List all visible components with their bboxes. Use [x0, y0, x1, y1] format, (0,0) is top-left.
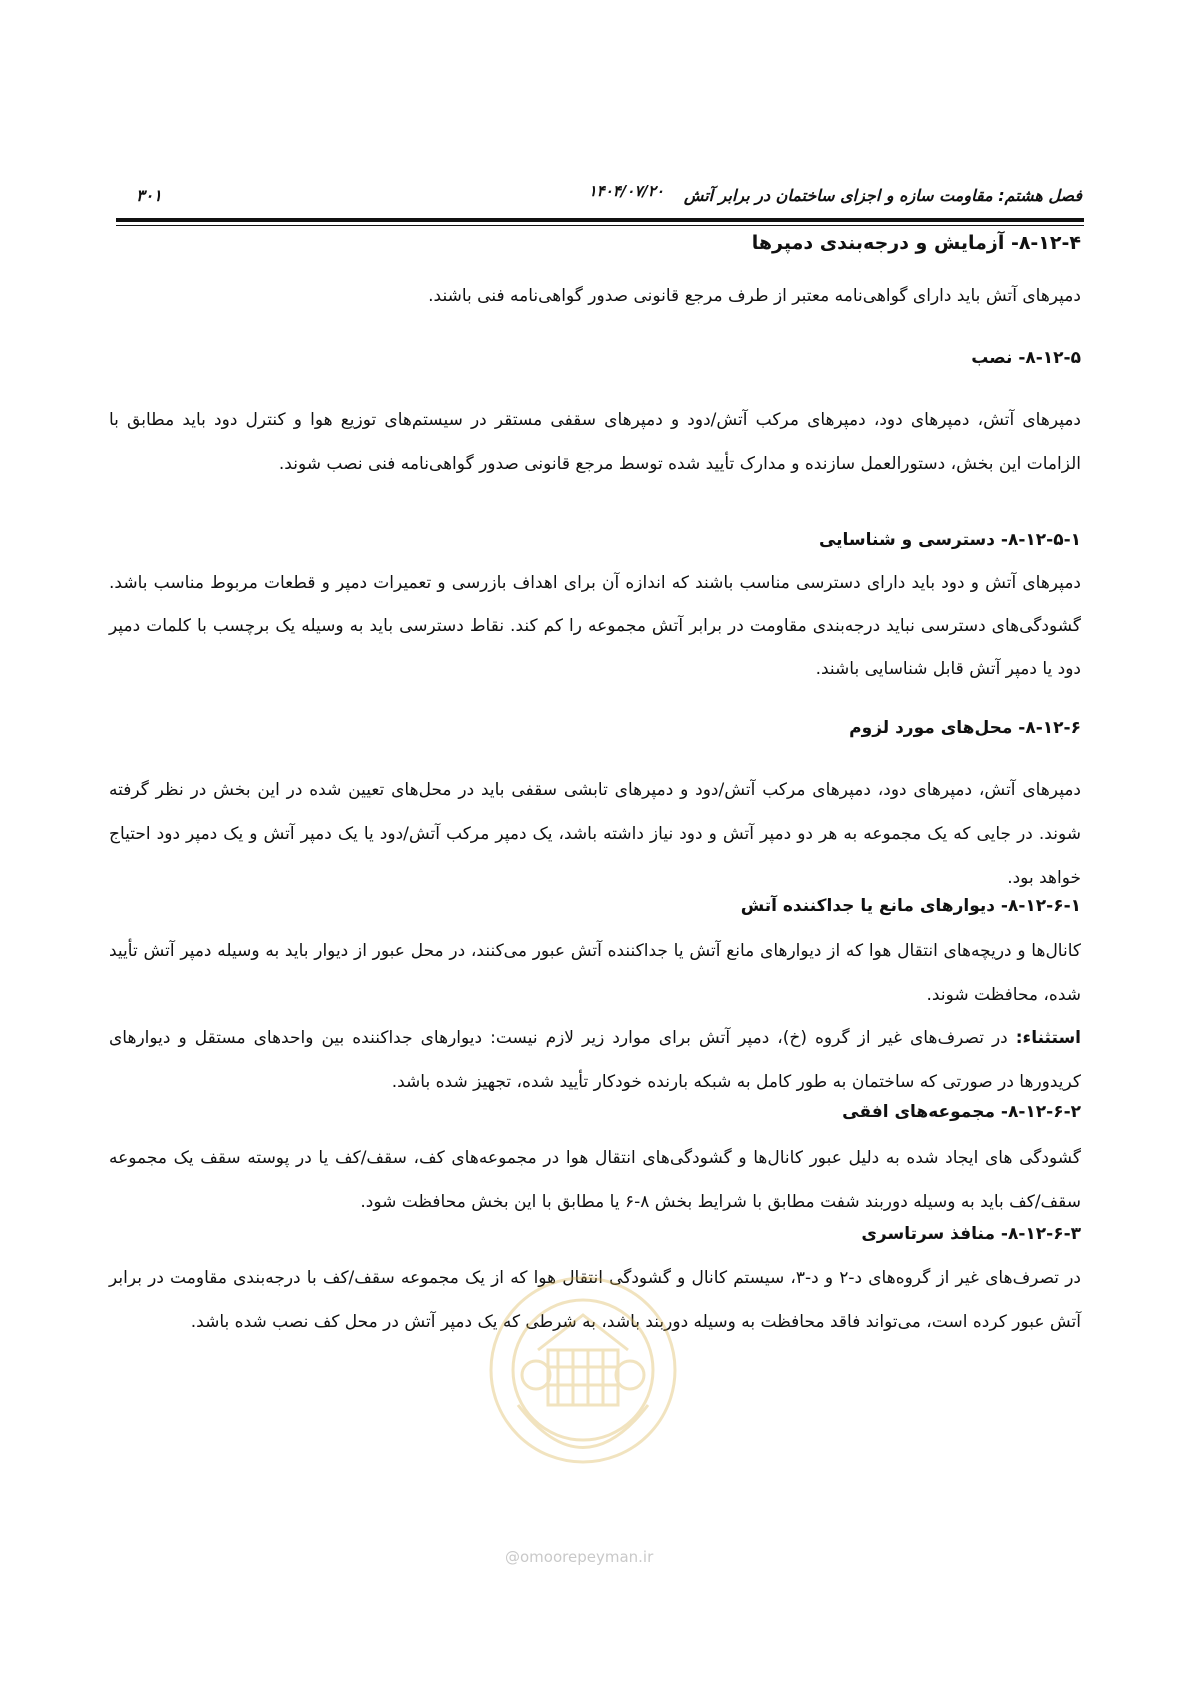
heading-8-12-6: ۸-۱۲-۶- محل‌های مورد لزوم — [849, 718, 1081, 738]
paragraph-horizontal-assemblies: گشودگی های ایجاد شده به دلیل عبور کانال‌ها و گشودگی‌های انتقال هوا در مجموعه‌های کف، سقف/کف یا در پوسته سقف یک مجموعه سقف/کف باید به وسیله دوربند شفت مطابق با شرایط بخش ۸-۶ یا مطابق با این بخش محافظت شود. — [109, 1148, 1081, 1212]
heading-8-12-5: ۸-۱۲-۵- نصب — [971, 348, 1081, 368]
paragraph-fire-barrier-walls: کانال‌ها و دریچه‌های انتقال هوا که از دیوارهای مانع آتش یا جداکننده آتش عبور می‌کنند، در محل عبور از دیوار باید به وسیله دمپر آتش تأیید شده، محافظت شوند. — [109, 941, 1081, 1005]
paragraph-installation: دمپرهای آتش، دمپرهای دود، دمپرهای مرکب آتش/دود و دمپرهای سقفی مستقر در سیستم‌های توزیع هوا و کنترل دود باید مطابق با الزامات این بخش، دستورالعمل سازنده و مدارک تأیید شده توسط مرجع قانونی صدور گواهی‌نامه فنی نصب شوند. — [109, 410, 1081, 474]
paragraph-through-penetrations: در تصرف‌های غیر از گروه‌های د-۲ و د-۳، سیستم کانال و گشودگی انتقال هوا که از یک مجموعه سقف/کف با درجه‌بندی مقاومت در برابر آتش عبور کرده است، می‌تواند فاقد محافظت به وسیله دوربند باشد، به شرطی که یک دمپر آتش در محل کف نصب شده باشد. — [109, 1268, 1081, 1332]
paragraph-damper-certification: دمپرهای آتش باید دارای گواهی‌نامه معتبر از طرف مرجع قانونی صدور گواهی‌نامه فنی باشند. — [428, 286, 1081, 306]
page-number: ۳۰۱ — [136, 186, 162, 205]
chapter-title: فصل هشتم: مقاومت سازه و اجزای ساختمان در برابر آتش — [683, 186, 1082, 205]
footer-website: @omoorepeyman.ir — [505, 1548, 654, 1566]
exception-label: استثناء: — [1015, 1028, 1081, 1048]
heading-8-12-6-1: ۸-۱۲-۶-۱- دیوارهای مانع یا جداکننده آتش — [740, 896, 1081, 916]
paragraph-required-locations: دمپرهای آتش، دمپرهای دود، دمپرهای مرکب آتش/دود و دمپرهای تابشی سقفی باید در محل‌های تعیین شده در این بخش در نظر گرفته شوند. در جایی که یک مجموعه به هر دو دمپر آتش و دود نیاز داشته باشد، یک دمپر مرکب آتش/دود یا یک دمپر آتش و یک دمپر دود احتیاج خواهد بود. — [109, 780, 1081, 888]
heading-8-12-4: ۸-۱۲-۴- آزمایش و درجه‌بندی دمپرها — [751, 232, 1081, 254]
paragraph-access-identification: دمپرهای آتش و دود باید دارای دسترسی مناسب باشند که اندازه آن برای اهداف بازرسی و تعمیرات دمپر و قطعات مربوط مناسب باشد. گشودگی‌های دسترسی نباید درجه‌بندی مقاومت در برابر آتش مجموعه را کم کند. نقاط دسترسی باید به وسیله یک برچسب با کلمات دمپر دود یا دمپر آتش قابل شناسایی باشند. — [109, 573, 1081, 679]
header-date: ۱۴۰۴/۰۷/۲۰ — [588, 182, 664, 200]
heading-8-12-6-2: ۸-۱۲-۶-۲- مجموعه‌های افقی — [842, 1102, 1081, 1122]
heading-8-12-6-3: ۸-۱۲-۶-۳- منافذ سرتاسری — [861, 1224, 1081, 1244]
heading-8-12-5-1: ۸-۱۲-۵-۱- دسترسی و شناسایی — [818, 530, 1081, 550]
paragraph-exception — [109, 1016, 1081, 1104]
exception-text: در تصرف‌های غیر از گروه (خ)، دمپر آتش برای موارد زیر لازم نیست: دیوارهای جداکننده بین واحدهای مستقل و دیوارهای کریدورها در صورتی که ساختمان به طور کامل به شبکه بارنده خودکار تأیید شده، تجهیز شده باشد. — [109, 1028, 1081, 1092]
